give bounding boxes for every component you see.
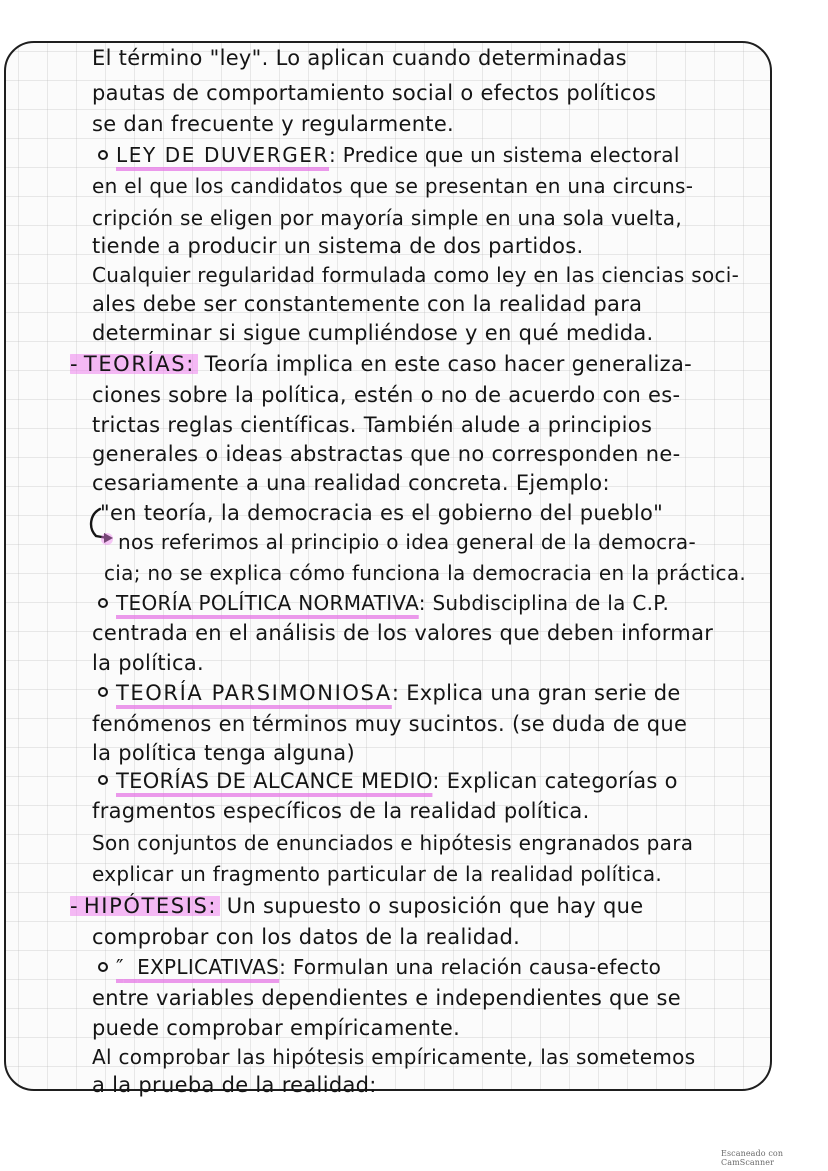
section-heading-group xyxy=(116,955,279,979)
example-quote xyxy=(100,499,663,527)
line-text: pautas de comportamiento social o efectos políticos xyxy=(92,81,657,105)
line-text: entre variables dependientes e independientes que se xyxy=(92,986,681,1010)
bullet-icon xyxy=(98,962,108,972)
note-line xyxy=(92,204,682,232)
section-heading: TEORÍAS xyxy=(83,352,187,376)
heading-separator: : xyxy=(208,894,216,918)
note-line xyxy=(92,110,454,138)
section-ley-duverger xyxy=(98,141,680,169)
note-line xyxy=(92,440,680,468)
note-line xyxy=(92,319,654,347)
line-text: trictas reglas científicas. También alude a principios xyxy=(92,413,653,437)
note-line xyxy=(92,649,204,677)
heading-separator: : xyxy=(186,352,194,376)
line-text: la política tenga alguna) xyxy=(92,741,355,765)
line-text: Predice que un sistema electoral xyxy=(336,143,680,167)
heading-separator: : xyxy=(279,955,287,979)
bullet-icon xyxy=(98,150,108,160)
line-text: Subdisciplina de la C.P. xyxy=(425,591,670,615)
note-line xyxy=(92,261,739,289)
line-text: Al comprobar las hipótesis empíricamente, las sometemos xyxy=(92,1045,696,1069)
note-line xyxy=(92,44,627,72)
section-hipotesis-explicativas xyxy=(98,953,661,981)
line-text: Explican categorías o xyxy=(439,769,678,793)
note-line xyxy=(92,1043,695,1071)
line-text: se dan frecuente y regularmente. xyxy=(92,112,455,136)
highlighted-heading xyxy=(70,352,198,376)
note-line xyxy=(92,381,680,409)
line-text: Un supuesto o suposición que hay que xyxy=(219,894,644,918)
section-heading: TEORÍA POLÍTICA NORMATIVA xyxy=(116,591,419,615)
note-line xyxy=(104,559,746,587)
line-text: Formulan una relación causa-efecto xyxy=(286,955,662,979)
line-text: en el que los candidatos que se presentan en una circuns- xyxy=(92,174,694,198)
highlighted-heading xyxy=(70,894,220,918)
note-line xyxy=(92,829,693,857)
section-teorias xyxy=(70,350,692,378)
note-line xyxy=(92,290,642,318)
line-text: cesariamente a una realidad concreta. Ejemplo: xyxy=(92,471,610,495)
note-line xyxy=(92,923,520,951)
line-text: ciones sobre la política, estén o no de acuerdo con es- xyxy=(92,383,681,407)
bullet-icon xyxy=(98,687,108,697)
heading-separator: : xyxy=(432,769,440,793)
note-line xyxy=(92,469,610,497)
line-text: puede comprobar empíricamente. xyxy=(92,1016,461,1040)
section-heading: LEY DE DUVERGER xyxy=(116,143,330,167)
note-line xyxy=(118,528,696,556)
line-text: ales debe ser constantemente con la realidad para xyxy=(92,292,643,316)
line-text: fragmentos específicos de la realidad política. xyxy=(92,799,590,823)
note-line xyxy=(92,79,656,107)
note-line xyxy=(92,619,713,647)
note-line xyxy=(92,739,355,767)
section-heading: TEORÍAS DE ALCANCE MEDIO xyxy=(116,769,433,793)
section-heading: TEORÍA PARSIMONIOSA xyxy=(116,681,392,705)
line-text: generales o ideas abstractas que no corresponden ne- xyxy=(92,442,681,466)
dash-icon: - xyxy=(70,894,78,918)
ditto-mark: ″ xyxy=(116,955,124,979)
line-text: centrada en el análisis de los valores que deben informar xyxy=(92,621,714,645)
line-text: nos referimos al principio o idea general de la democra- xyxy=(118,530,696,554)
note-line xyxy=(92,411,652,439)
note-line xyxy=(92,1014,460,1042)
heading-separator: : xyxy=(329,143,337,167)
line-text: comprobar con los datos de la realidad. xyxy=(92,925,521,949)
section-teoria-parsimoniosa xyxy=(98,679,681,707)
line-text: fenómenos en términos muy sucintos. (se duda de que xyxy=(92,712,688,736)
note-line xyxy=(92,797,590,825)
line-text: Teoría implica en este caso hacer generaliza- xyxy=(197,352,693,376)
section-teoria-politica-normativa xyxy=(98,589,669,617)
section-heading: EXPLICATIVAS xyxy=(137,955,280,979)
bullet-icon xyxy=(98,775,108,785)
line-text: la política. xyxy=(92,651,204,675)
line-text: Explica una gran serie de xyxy=(399,681,681,705)
bullet-icon xyxy=(98,598,108,608)
section-teorias-alcance-medio xyxy=(98,767,678,795)
line-text: cia; no se explica cómo funciona la democracia en la práctica. xyxy=(104,561,747,585)
dash-icon: - xyxy=(70,352,78,376)
line-text: tiende a producir un sistema de dos partidos. xyxy=(92,234,584,258)
line-text: explicar un fragmento particular de la realidad política. xyxy=(92,862,663,886)
line-text: "en teoría, la democracia es el gobierno del pueblo" xyxy=(100,501,664,525)
section-hipotesis xyxy=(70,892,643,920)
line-text: a la prueba de la realidad: xyxy=(92,1073,377,1097)
note-line xyxy=(92,860,662,888)
heading-separator: : xyxy=(418,591,426,615)
note-line xyxy=(92,710,687,738)
line-text: determinar si sigue cumpliéndose y en qué medida. xyxy=(92,321,654,345)
heading-separator: : xyxy=(391,681,400,705)
note-line xyxy=(92,172,693,200)
scanner-watermark: Escaneado con CamScanner xyxy=(721,1149,784,1167)
line-text: Son conjuntos de enunciados e hipótesis engranados para xyxy=(92,831,694,855)
note-line xyxy=(92,984,681,1012)
line-text: El término "ley". Lo aplican cuando determinadas xyxy=(92,46,627,70)
note-line xyxy=(92,1071,377,1099)
note-line xyxy=(92,232,584,260)
section-heading: HIPÓTESIS xyxy=(83,894,209,918)
line-text: Cualquier regularidad formulada como ley en las ciencias soci- xyxy=(92,263,740,287)
line-text: cripción se eligen por mayoría simple en una sola vuelta, xyxy=(92,206,682,230)
